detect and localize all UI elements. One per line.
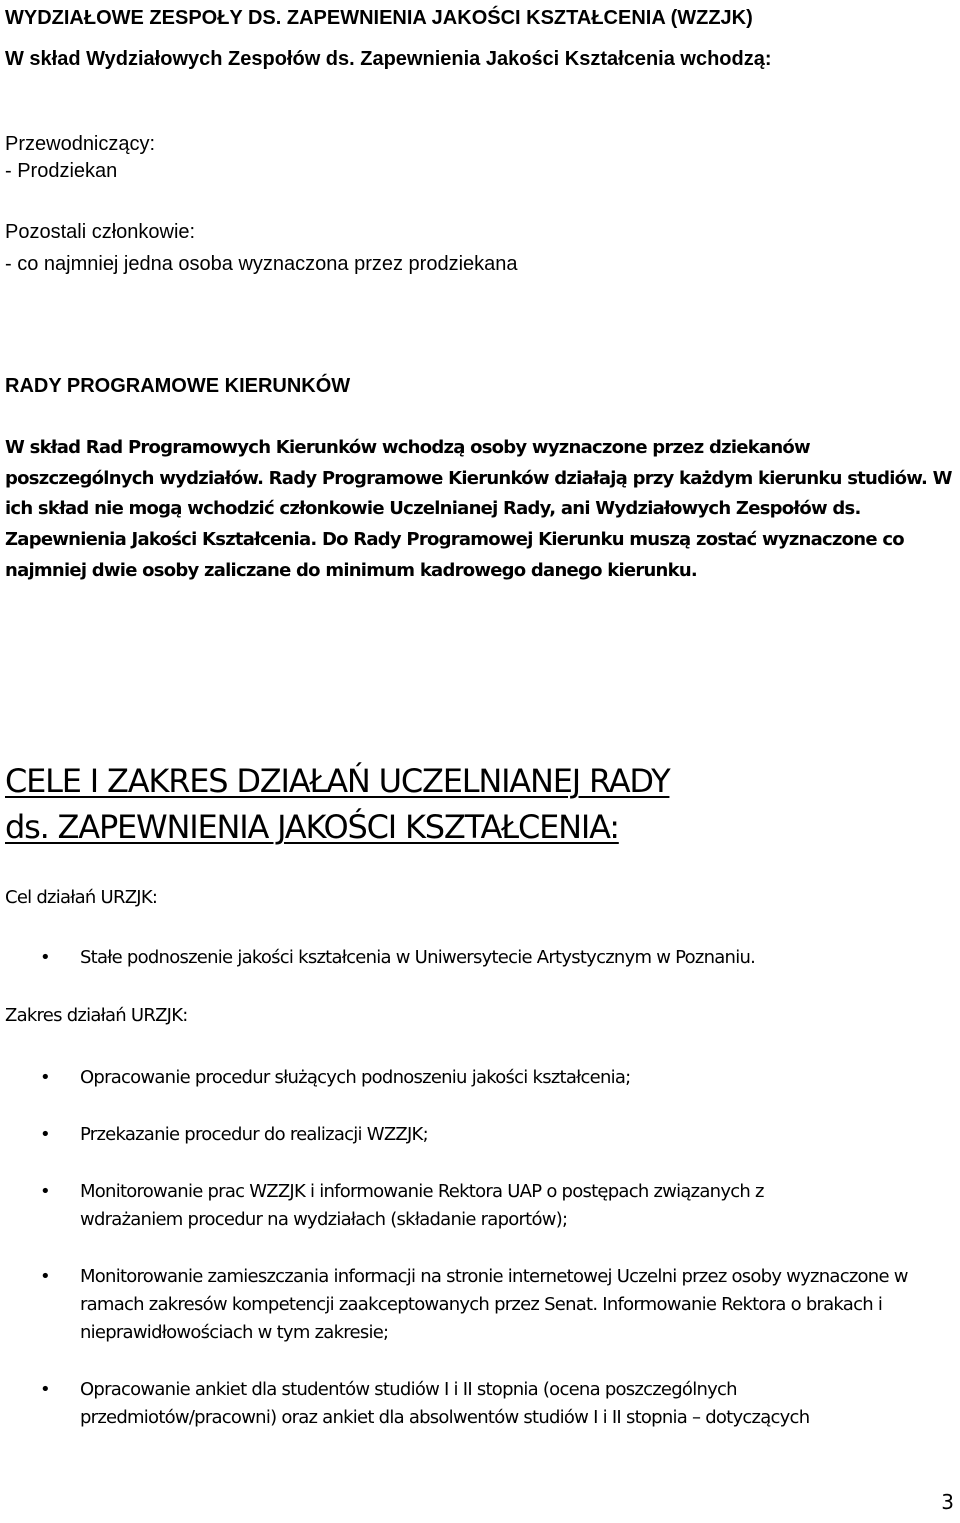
section-heading-cele-line2: ds. ZAPEWNIENIA JAKOŚCI KSZTAŁCENIA: bbox=[5, 808, 619, 846]
list-item bbox=[0, 1064, 955, 1092]
bullet-icon: • bbox=[40, 1181, 51, 1202]
bullet-icon: • bbox=[40, 1379, 51, 1400]
members-label: Pozostali członkowie: bbox=[5, 221, 196, 243]
list-item-text: Opracowanie procedur służących podnoszeniu jakości kształcenia; bbox=[80, 1067, 631, 1088]
members-value: - co najmniej jedna osoba wyznaczona przez prodziekana bbox=[5, 253, 518, 275]
section-intro: W skład Wydziałowych Zespołów ds. Zapewnienia Jakości Kształcenia wchodzą: bbox=[5, 48, 772, 70]
scope-list bbox=[0, 1376, 850, 1432]
scope-list bbox=[0, 1178, 800, 1234]
goal-label: Cel działań URZJK: bbox=[5, 887, 158, 908]
chair-value: - Prodziekan bbox=[5, 160, 118, 182]
scope-list bbox=[0, 1263, 955, 1347]
goal-list bbox=[0, 944, 955, 972]
list-item bbox=[0, 1121, 955, 1149]
scope-label: Zakres działań URZJK: bbox=[5, 1005, 188, 1026]
list-item-text: Monitorowanie zamieszczania informacji na stronie internetowej Uczelni przez osoby wyznaczone w ramach zakresów kompetencji zaakceptowanych przez Senat. Informowanie Rektora o brakach i nieprawidłowościach w tym zakresie; bbox=[80, 1266, 908, 1343]
list-item-text: Opracowanie ankiet dla studentów studiów I i II stopnia (ocena poszczególnych przedmiotów/pracowni) oraz ankiet dla absolwentów studiów I i II stopnia – dotyczących bbox=[80, 1379, 810, 1428]
list-item bbox=[0, 944, 955, 972]
list-item-text: Monitorowanie prac WZZJK i informowanie Rektora UAP o postępach związanych z wdrażaniem procedur na wydziałach (składanie raportów); bbox=[80, 1181, 764, 1230]
list-item-text: Stałe podnoszenie jakości kształcenia w Uniwersytecie Artystycznym w Poznaniu. bbox=[80, 947, 756, 968]
section-heading-cele-line1: CELE I ZAKRES DZIAŁAŃ UCZELNIANEJ RADY bbox=[5, 762, 670, 800]
bullet-icon: • bbox=[40, 947, 51, 968]
bullet-icon: • bbox=[40, 1067, 51, 1088]
list-item bbox=[0, 1178, 800, 1234]
scope-list bbox=[0, 1121, 955, 1149]
chair-label: Przewodniczący: bbox=[5, 133, 156, 155]
section-heading-wzzjk: WYDZIAŁOWE ZESPOŁY DS. ZAPEWNIENIA JAKOŚCI KSZTAŁCENIA (WZZJK) bbox=[5, 7, 753, 29]
bullet-icon: • bbox=[40, 1266, 51, 1287]
list-item-text: Przekazanie procedur do realizacji WZZJK; bbox=[80, 1124, 428, 1145]
page-number: 3 bbox=[941, 1490, 954, 1514]
scope-list bbox=[0, 1064, 955, 1092]
rady-programowe-paragraph: W skład Rad Programowych Kierunków wchodzą osoby wyznaczone przez dziekanów poszczególnych wydziałów. Rady Programowe Kierunków działają przy każdym kierunku studiów. W ich skład nie mogą wchodzić członkowie Uczelnianej Rady, ani Wydziałowych Zespołów ds. Zapewnienia Jakości Kształcenia. Do Rady Programowej Kierunku muszą zostać wyznaczone co najmniej dwie osoby zaliczane do minimum kadrowego danego kierunku. bbox=[5, 437, 952, 581]
list-item bbox=[0, 1376, 850, 1432]
section-heading-rady-programowe: RADY PROGRAMOWE KIERUNKÓW bbox=[5, 375, 351, 397]
list-item bbox=[0, 1263, 955, 1347]
bullet-icon: • bbox=[40, 1124, 51, 1145]
